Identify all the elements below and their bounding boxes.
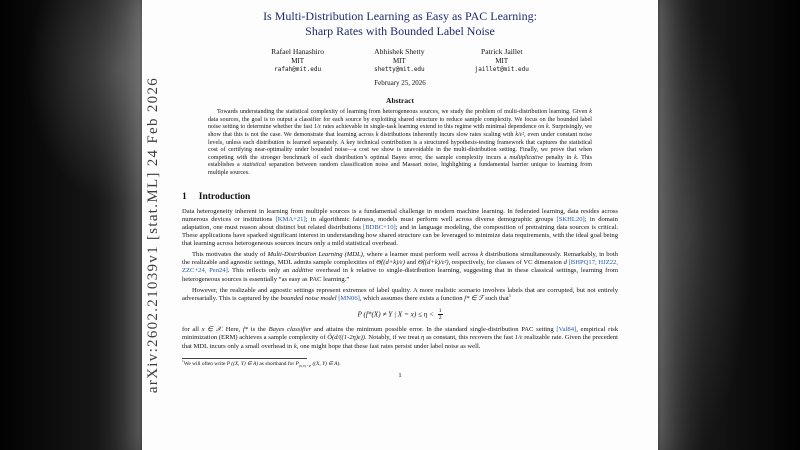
author-1-name: Rafael Hanashiro (271, 47, 325, 56)
equation-fraction (438, 308, 443, 322)
text-segment: P (295, 360, 299, 367)
author-1-affiliation: MIT (291, 56, 305, 65)
text-segment: However, the realizable and agnostic settings represent extremes of label quality. A more realistic scenario involves labels that are corrupted, but not entirely adversarially. This is captured by the (182, 286, 618, 302)
fraction-numerator: 1 (438, 307, 442, 314)
section-1-title: Introduction (198, 192, 251, 203)
intro-paragraph-1 (182, 208, 618, 248)
text-segment: ((X, Y) ∈ A) (311, 360, 340, 367)
text-segment: such that (483, 294, 509, 302)
section-1-heading (182, 192, 618, 202)
citation-link[interactable]: [KMA+21] (275, 216, 306, 224)
abstract-heading: Abstract (386, 96, 414, 106)
intro-paragraph-4 (182, 326, 618, 350)
text-segment: f* (242, 326, 249, 334)
text-segment: and attains the minimum possible error. In the standard single-distribution PAC setting (311, 326, 557, 334)
text-segment: k (589, 109, 592, 116)
text-segment: Θ̃((d+k)/ε) (376, 259, 405, 267)
author-3-affiliation: MIT (495, 56, 509, 65)
text-segment: , one might hope that these fast rates persist under label noise as well. (296, 342, 481, 350)
text-segment: 1 (182, 358, 184, 363)
text-segment: ; in algorithmic fairness, models must perform well across diverse demographic groups (305, 216, 557, 224)
text-segment: relative to single-distribution learning, suggesting that in these classical settings, learning from heterogeneous sources is essentially “as easy as PAC learning.” (182, 267, 618, 283)
text-segment: and (404, 259, 418, 267)
author-1 (271, 47, 324, 74)
author-3 (475, 47, 529, 74)
text-segment: 1/ε (514, 334, 523, 342)
text-segment: rates achievable in single-task learning extend to this regime with minimal dependence on (321, 124, 547, 131)
text-segment: ; and in language modeling, the composition of pretraining data sources is critical. These applications have sparked significant interest in understanding how shared structure can be leveraged to minimize data requirements, with the ideal goal being that learning across heterogeneous sources incurs only a mild statistical overhead. (182, 224, 618, 248)
footnote-text (182, 358, 618, 368)
text-segment: realizable rate. Given the precedent that MDL incurs only a small overhead in (182, 334, 618, 350)
text-segment: k (375, 131, 379, 138)
text-segment: , where a learner must perform well across (362, 251, 481, 259)
text-segment: as constant, this recovers the fast (424, 334, 515, 342)
text-segment: k (480, 251, 484, 259)
text-segment: This motivates the study of (192, 251, 268, 259)
author-3-email-link[interactable]: jaillet@mit.edu (474, 65, 529, 73)
intro-paragraph-3 (182, 287, 618, 303)
text-segment: k (350, 267, 354, 275)
fraction-denominator: 2 (438, 315, 442, 322)
text-segment: Multi-Distribution Learning (MDL) (267, 251, 363, 259)
text-segment: data sources, the goal is to output a classifier for each source by exploiting shared structure to reduce sample complexity. We focus on the bounded label noise setting to determine whether the fast (208, 116, 592, 131)
paper-date: February 25, 2026 (374, 79, 426, 88)
text-segment: penalty in (542, 154, 575, 161)
text-segment: . Here, (221, 326, 243, 334)
text-segment: . (339, 360, 341, 367)
author-block (182, 47, 618, 74)
citation-link[interactable]: [BHPQ17, HJZ22, ZZC+24, Pen24] (182, 259, 618, 275)
citation-link[interactable]: [MN06] (338, 294, 360, 302)
author-3-name: Patrick Jaillet (480, 47, 523, 56)
text-segment: P ((X, Y) ∈ A) (226, 360, 259, 367)
text-segment: Data heterogeneity inherent in learning from multiple sources is a fundamental challenge in modern machine learning. In federated learning, data resides across numerous devices or institutions (182, 208, 618, 224)
text-segment: x ∈ 𝒳 (201, 326, 222, 334)
author-2-affiliation: MIT (392, 56, 406, 65)
text-segment: 1 (508, 292, 512, 298)
arxiv-watermark: arXiv:2602.21039v1 [stat.ML] 24 Feb 2026 (145, 76, 161, 394)
text-segment: f* ∈ ℱ (464, 294, 484, 302)
text-segment: as shorthand for (258, 360, 296, 367)
paper-title-line2: Sharp Rates with Bounded Label Noise (305, 24, 495, 38)
text-segment: distributions simultaneously. Remarkably, in both the realizable and agnostic settings, MDL admits sample complexities of (182, 251, 618, 267)
text-segment: . This establishes a (208, 154, 592, 169)
text-segment: overhead in (313, 267, 351, 275)
paper-title (182, 9, 618, 39)
text-segment: 1/ε (313, 124, 322, 131)
text-segment: , respectively, for classes of VC dimension (448, 259, 564, 267)
abstract-text (208, 109, 592, 177)
text-segment: k (546, 124, 549, 131)
text-segment: separation between random classification noise and Massart noise, highlighting a fundamental barrier unique to learning from multiple sources. (208, 162, 592, 176)
citation-link[interactable]: [BDBC+10] (363, 224, 396, 232)
text-segment: is the (248, 326, 269, 334)
text-segment: Θ̃((d+k)/ε²) (417, 259, 449, 267)
bounded-noise-equation (182, 308, 618, 322)
text-segment: k (293, 342, 297, 350)
text-segment: . Notably, if we treat (364, 334, 422, 342)
text-segment: . Surprisingly, we show that this is not the case. We demonstrate that learning across (208, 124, 592, 138)
text-segment: statistical (242, 162, 267, 169)
text-segment: bounded noise model (280, 294, 337, 302)
text-segment: k (574, 154, 577, 161)
paper-page (142, 0, 658, 450)
text-segment: , empirical risk minimization (ERM) achieves a sample complexity of (182, 326, 619, 342)
author-1-email-link[interactable]: rafah@mit.edu (274, 65, 322, 73)
text-segment: , even under constant noise levels, unless each distribution is learned separately. A key technical contribution is a structured hypothesis-testing framework that captures the statistical cost of certifying near-optimality under bounded noise—a cost we show is unavoidable in the multi-distribution setting. Finally, we prove that when competing with the stronger benchmark of each distribution’s optimal Bayes error, the sample complexity incurs a (208, 131, 592, 161)
intro-paragraph-2 (182, 251, 618, 283)
text-segment: ; in domain adaptation, one must reason about distinct but related distributions (182, 216, 618, 232)
text-segment: for all (182, 326, 202, 334)
text-segment: Bayes classifier (268, 326, 312, 334)
author-2 (374, 47, 425, 74)
author-2-name: Abhishek Shetty (374, 47, 425, 56)
text-segment: , which assumes there exists a function (359, 294, 465, 302)
text-segment: We will often write (183, 360, 227, 367)
paper-title-line1: Is Multi-Distribution Learning as Easy as PAC Learning: (263, 9, 537, 23)
citation-link[interactable]: [SKHL20] (556, 216, 585, 224)
text-segment: k/ε² (515, 131, 525, 138)
page-number: 1 (398, 372, 402, 380)
equation-lhs: P (f*(X) ≠ Y | X = x) ≤ η < (357, 310, 434, 319)
text-segment: (X,Y)∼P (298, 363, 312, 368)
section-1-number: 1 (182, 192, 187, 203)
text-segment: d (563, 259, 567, 267)
text-segment: Õ(d/((1-2η)ε)) (327, 334, 365, 342)
footnote-divider (182, 358, 307, 359)
text-segment: distributions inherently incurs slow rates scaling with (378, 131, 516, 138)
text-segment: . This reflects only an (227, 267, 292, 275)
text-segment: Towards understanding the statistical complexity of learning from heterogeneous sources, we study the problem of multi-distribution learning. Given (217, 109, 590, 116)
author-2-email-link[interactable]: shetty@mit.edu (374, 65, 425, 73)
text-segment: additive (291, 267, 314, 275)
text-segment: η (421, 334, 425, 342)
text-segment: multiplicative (509, 154, 543, 161)
citation-link[interactable]: [Val84] (556, 326, 577, 334)
